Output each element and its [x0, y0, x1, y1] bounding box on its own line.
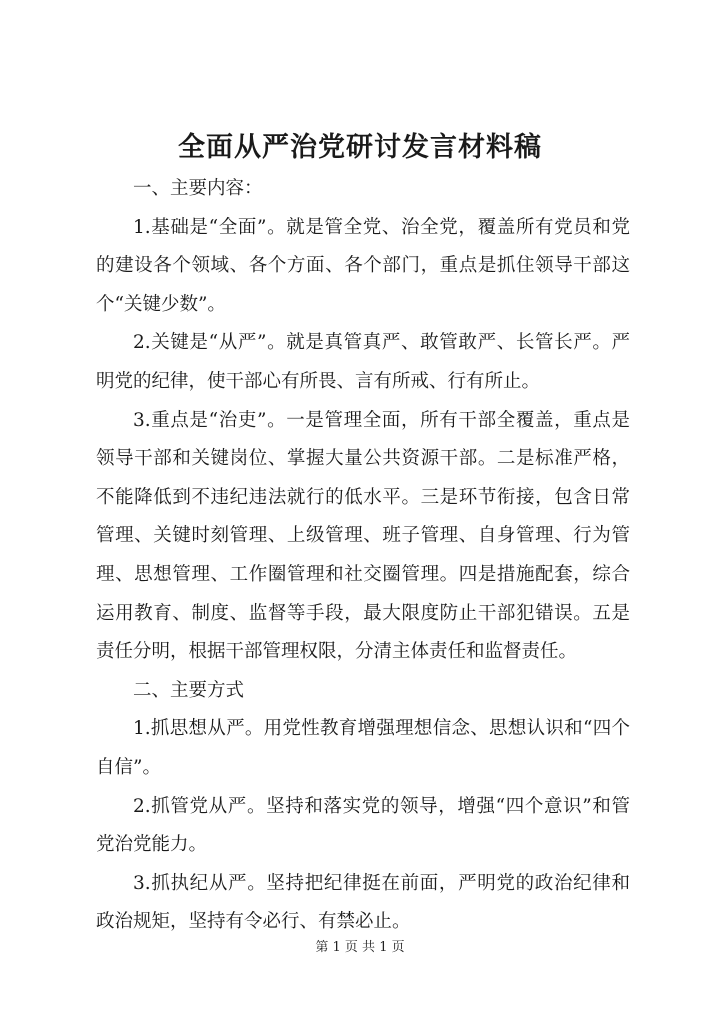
paragraph-item: 3.重点是“治吏”。一是管理全面，所有干部全覆盖，重点是领导干部和关键岗位、掌握大量公共资源干部。二是标准严格，不能降低到不违纪违法就行的低水平。三是环节衔接，包含日常管理、关键时刻管理、上级管理、班子管理、自身管理、行为管理、思想管理、工作圈管理和社交圈管理。四是措施配套，综合运用教育、制度、监督等手段，最大限度防止干部犯错误。五是责任分明，根据干部管理权限，分清主体责任和监督责任。 [96, 409, 630, 663]
document-body [96, 170, 630, 942]
page-footer: 第 1 页 共 1 页 [315, 940, 405, 955]
paragraph-item: 2.抓管党从严。坚持和落实党的领导，增强“四个意识”和管党治党能力。 [96, 795, 630, 856]
paragraph-item: 2.关键是“从严”。就是真管真严、敢管敢严、长管长严。严明党的纪律，使干部心有所畏、言有所戒、行有所止。 [96, 332, 630, 392]
section-heading-main-methods: 二、主要方式 [133, 679, 245, 701]
paragraph-item: 3.抓执纪从严。坚持把纪律挺在前面，严明党的政治纪律和政治规矩，坚持有令必行、有禁必止。 [96, 872, 630, 933]
document-title: 全面从严治党研讨发言材料稿 [178, 132, 542, 163]
paragraph-item: 1.抓思想从严。用党性教育增强理想信念、思想认识和“四个自信”。 [96, 718, 630, 778]
paragraph-item: 1.基础是“全面”。就是管全党、治全党，覆盖所有党员和党的建设各个领域、各个方面、各个部门，重点是抓住领导干部这个“关键少数”。 [96, 216, 630, 315]
section-heading-main-content: 一、主要内容： [133, 178, 263, 199]
